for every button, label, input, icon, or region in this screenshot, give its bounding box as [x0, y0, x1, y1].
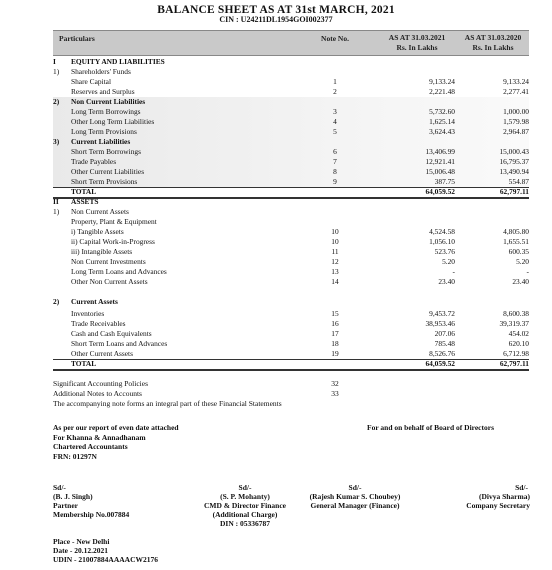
row-previous-amount: 454.02: [508, 329, 529, 338]
row-previous-amount: 62,797.11: [499, 187, 529, 196]
table-row: [53, 147, 529, 157]
table-row: [53, 207, 529, 217]
table-row: [53, 257, 529, 267]
table-row: [53, 329, 529, 339]
row-note-no: 5: [333, 127, 337, 136]
row-current-amount: 4,524.58: [429, 227, 455, 236]
table-row: [53, 87, 529, 97]
row-particular: Current Liabilities: [71, 137, 131, 146]
table-row: [53, 237, 529, 247]
place-line: Place - New Delhi: [53, 537, 110, 546]
report-line-1: As per our report of even date attached: [53, 423, 179, 432]
row-note-no: 14: [331, 277, 339, 286]
row-particular: Non Current Investments: [71, 257, 146, 266]
row-current-amount: 15,006.48: [425, 167, 455, 176]
sig-4-sd: Sd/-: [515, 483, 528, 492]
row-particular: Current Assets: [71, 297, 118, 306]
row-current-amount: 5,732.60: [429, 107, 455, 116]
row-previous-amount: 13,490.94: [499, 167, 529, 176]
table-row: [53, 77, 529, 87]
policy-1-note: 32: [331, 379, 339, 388]
table-row: [53, 167, 529, 177]
sig-2-sd: Sd/-: [238, 483, 252, 492]
row-particular: TOTAL: [71, 359, 97, 368]
row-note-no: 17: [331, 329, 339, 338]
row-previous-amount: 1,000.00: [503, 107, 529, 116]
sig-2-name: (S. P. Mohanty): [220, 492, 270, 501]
table-header: [53, 30, 529, 56]
row-previous-amount: 8,600.38: [503, 309, 529, 318]
header-note-no: Note No.: [321, 34, 349, 43]
row-index: II: [53, 197, 59, 206]
row-particular: Long Term Provisions: [71, 127, 137, 136]
sig-3-role: General Manager (Finance): [310, 501, 400, 510]
sig-4-name: (Divya Sharma): [478, 492, 530, 501]
row-current-amount: 8,526.76: [429, 349, 455, 358]
sig-2-din: DIN : 05336787: [220, 519, 270, 528]
row-particular: Non Current Liabilities: [71, 97, 146, 106]
header-previous-year: AS AT 31.03.2020: [464, 33, 522, 42]
row-previous-amount: 620.10: [508, 339, 529, 348]
row-current-amount: 1,056.10: [429, 237, 455, 246]
row-note-no: 16: [331, 319, 339, 328]
row-previous-amount: 6,712.98: [503, 349, 529, 358]
row-particular: Short Term Borrowings: [71, 147, 141, 156]
row-previous-amount: 1,579.98: [503, 117, 529, 126]
row-previous-amount: 62,797.11: [499, 359, 529, 368]
row-current-amount: 13,406.99: [425, 147, 455, 156]
row-current-amount: -: [452, 267, 455, 276]
table-row: [53, 217, 529, 227]
sig-1-name: (B. J. Singh): [53, 492, 93, 501]
row-index: I: [53, 57, 56, 66]
cin-line: CIN : U24211DL1954GOI002377: [219, 15, 333, 24]
report-line-3: Chartered Accountants: [53, 442, 128, 451]
row-particular: Other Non Current Assets: [71, 277, 148, 286]
row-particular: i) Tangible Assets: [71, 227, 124, 236]
table-row: [53, 67, 529, 77]
row-particular: Property, Plant & Equipment: [71, 217, 157, 226]
row-index: 1): [53, 67, 60, 76]
row-current-amount: 23.40: [438, 277, 455, 286]
row-current-amount: 64,059.52: [425, 187, 455, 196]
row-particular: Short Term Loans and Advances: [71, 339, 168, 348]
table-row: [53, 227, 529, 237]
row-current-amount: 1,625.14: [429, 117, 455, 126]
row-previous-amount: 554.87: [508, 177, 529, 186]
row-previous-amount: 16,795.37: [499, 157, 529, 166]
table-row: [53, 309, 529, 319]
row-previous-amount: 1,655.51: [503, 237, 529, 246]
row-current-amount: 2,221.48: [429, 87, 455, 96]
document-title: BALANCE SHEET AS AT 31st MARCH, 2021: [157, 4, 395, 16]
row-particular: Share Capital: [71, 77, 112, 86]
row-note-no: 6: [333, 147, 337, 156]
sig-1-role: Partner: [53, 501, 78, 510]
board-line: For and on behalf of Board of Directors: [367, 423, 495, 432]
table-row: [53, 127, 529, 137]
row-particular: iii) Intangible Assets: [71, 247, 133, 256]
row-particular: TOTAL: [71, 187, 97, 196]
header-current-unit: Rs. In Lakhs: [396, 43, 438, 52]
row-note-no: 11: [331, 247, 339, 256]
report-line-4: FRN: 01297N: [53, 452, 97, 461]
row-current-amount: 9,133.24: [429, 77, 455, 86]
row-note-no: 1: [333, 77, 337, 86]
row-current-amount: 38,953.46: [425, 319, 455, 328]
row-note-no: 10: [331, 227, 339, 236]
row-note-no: 10: [331, 237, 339, 246]
table-row: [53, 277, 529, 287]
row-particular: Inventories: [71, 309, 105, 318]
row-previous-amount: 4,805.80: [503, 227, 529, 236]
table-row: [53, 247, 529, 257]
date-line: Date - 20.12.2021: [53, 546, 108, 555]
row-previous-amount: 2,964.87: [503, 127, 529, 136]
row-index: 2): [53, 97, 60, 106]
row-particular: Other Current Liabilities: [71, 167, 145, 176]
row-note-no: 3: [333, 107, 337, 116]
row-current-amount: 387.75: [434, 177, 455, 186]
row-note-no: 13: [331, 267, 339, 276]
row-particular: Other Long Term Liabilities: [71, 117, 155, 126]
row-note-no: 8: [333, 167, 337, 176]
table-row: [53, 137, 529, 147]
row-note-no: 2: [333, 87, 337, 96]
row-current-amount: 9,453.72: [429, 309, 455, 318]
table-row: [53, 97, 529, 107]
row-current-amount: 785.48: [434, 339, 455, 348]
row-previous-amount: -: [526, 267, 529, 276]
table-row: [53, 57, 529, 67]
row-current-amount: 3,624.43: [429, 127, 455, 136]
row-previous-amount: 39,319.37: [499, 319, 529, 328]
policy-2: Additional Notes to Accounts: [53, 389, 142, 398]
sig-3-name: (Rajesh Kumar S. Choubey): [309, 492, 401, 501]
header-particulars: Particulars: [59, 34, 95, 43]
sig-3-sd: Sd/-: [348, 483, 362, 492]
row-particular: Shareholders' Funds: [71, 67, 131, 76]
row-previous-amount: 5.20: [516, 257, 529, 266]
table-row: [53, 197, 529, 207]
row-particular: EQUITY AND LIABILITIES: [71, 57, 165, 66]
table-row: [53, 297, 529, 307]
report-line-2: For Khanna & Annadhanam: [53, 433, 146, 442]
row-note-no: 7: [333, 157, 337, 166]
header-current-year: AS AT 31.03.2021: [388, 33, 446, 42]
policy-3: The accompanying note forms an integral part of these Financial Statements: [53, 399, 282, 408]
row-note-no: 19: [331, 349, 339, 358]
row-particular: Other Current Assets: [71, 349, 133, 358]
policy-2-note: 33: [331, 389, 339, 398]
row-current-amount: 12,921.41: [425, 157, 455, 166]
table-row: [53, 107, 529, 117]
row-index: 1): [53, 207, 60, 216]
table-row: [53, 339, 529, 349]
policy-1: Significant Accounting Policies: [53, 379, 148, 388]
row-particular: ASSETS: [71, 197, 99, 206]
row-particular: ii) Capital Work-in-Progress: [71, 237, 155, 246]
table-row: [53, 157, 529, 167]
row-note-no: 18: [331, 339, 339, 348]
table-row: [53, 117, 529, 127]
row-previous-amount: 600.35: [508, 247, 529, 256]
row-particular: Long Term Borrowings: [71, 107, 141, 116]
table-row: [53, 319, 529, 329]
row-index: 2): [53, 297, 60, 306]
row-particular: Short Term Provisions: [71, 177, 138, 186]
udin-line: UDIN - 21007884AAAACW2176: [53, 555, 158, 564]
row-note-no: 9: [333, 177, 337, 186]
sig-1-membership: Membership No.007884: [53, 510, 130, 519]
row-particular: Long Term Loans and Advances: [71, 267, 167, 276]
row-particular: Non Current Assets: [71, 207, 129, 216]
row-particular: Trade Receivables: [71, 319, 126, 328]
row-particular: Reserves and Surplus: [71, 87, 135, 96]
row-particular: Trade Payables: [71, 157, 117, 166]
row-previous-amount: 2,277.41: [503, 87, 529, 96]
row-current-amount: 64,059.52: [425, 359, 455, 368]
row-note-no: 4: [333, 117, 337, 126]
row-note-no: 15: [331, 309, 339, 318]
header-previous-unit: Rs. In Lakhs: [472, 43, 514, 52]
row-index: 3): [53, 137, 60, 146]
row-previous-amount: 23.40: [512, 277, 529, 286]
sig-2-extra: (Additional Charge): [212, 510, 278, 519]
sig-1-sd: Sd/-: [53, 483, 66, 492]
table-row: [53, 359, 529, 371]
row-current-amount: 5.20: [442, 257, 455, 266]
sig-4-role: Company Secretary: [466, 501, 530, 510]
row-current-amount: 523.76: [434, 247, 455, 256]
row-note-no: 12: [331, 257, 339, 266]
row-current-amount: 207.06: [434, 329, 455, 338]
row-particular: Cash and Cash Equivalents: [71, 329, 152, 338]
row-previous-amount: 9,133.24: [503, 77, 529, 86]
row-previous-amount: 15,000.43: [499, 147, 529, 156]
table-row: [53, 267, 529, 277]
sig-2-role: CMD & Director Finance: [204, 501, 286, 510]
